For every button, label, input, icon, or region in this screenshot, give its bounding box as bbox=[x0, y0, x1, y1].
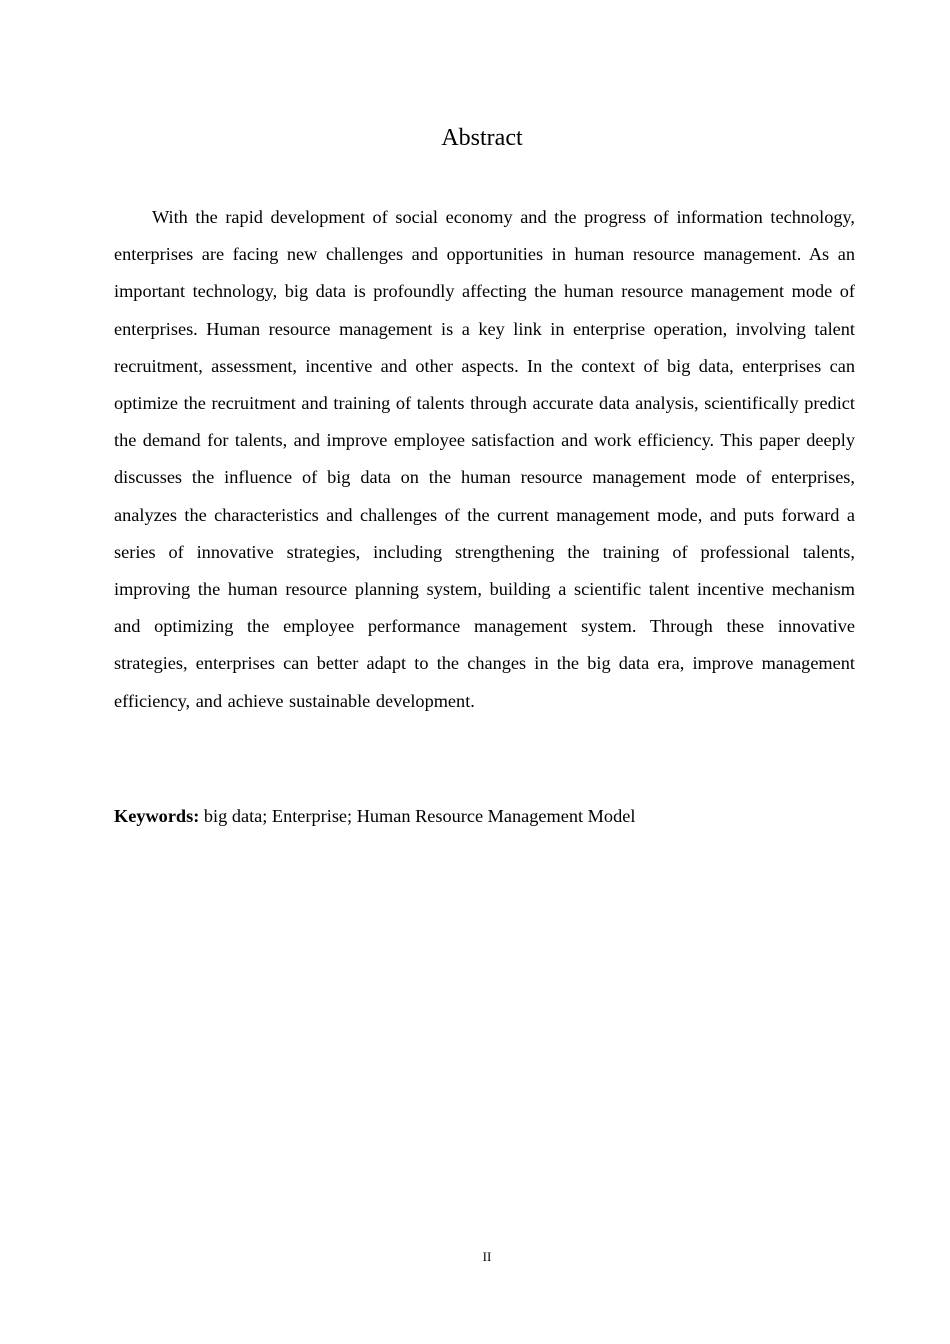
abstract-title: Abstract bbox=[441, 125, 523, 151]
keywords-label: Keywords: bbox=[114, 806, 200, 826]
abstract-body: With the rapid development of social economy and the progress of information technology, enterprises are facing new challenges and opportunities in human resource management. As an important technology, big data is profoundly affecting the human resource management mode of enterprises. Human resource management is a key link in enterprise operation, involving talent recruitment, assessment, incentive and other aspects. In the context of big data, enterprises can optimize the recruitment and training of talents through accurate data analysis, scientifically predict the demand for talents, and improve employee satisfaction and work efficiency. This paper deeply discusses the influence of big data on the human resource management mode of enterprises, analyzes the characteristics and challenges of the current management mode, and puts forward a series of innovative strategies, including strengthening the training of professional talents, improving the human resource planning system, building a scientific talent incentive mechanism and optimizing the employee performance management system. Through these innovative strategies, enterprises can better adapt to the changes in the big data era, improve management efficiency, and achieve sustainable development. bbox=[114, 207, 855, 711]
keywords-line bbox=[114, 801, 855, 831]
page-number: II bbox=[482, 1249, 492, 1264]
keywords-list: big data; Enterprise; Human Resource Management Model bbox=[203, 806, 636, 826]
